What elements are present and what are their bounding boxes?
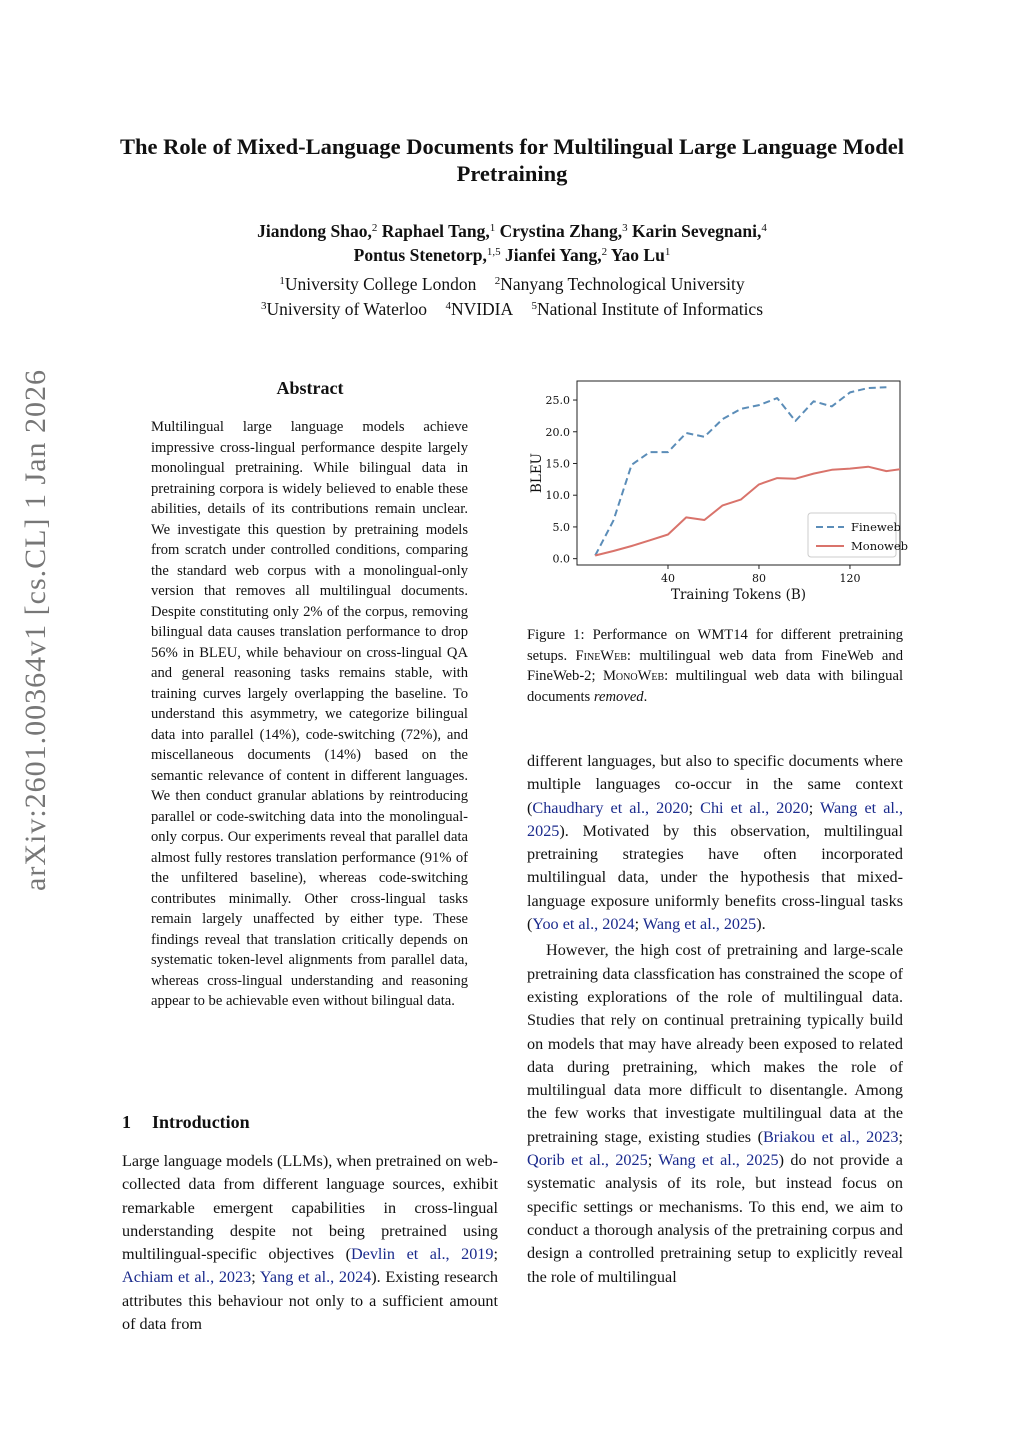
y-tick-label: 5.0 xyxy=(552,520,570,534)
text-run: ) do not provide a systematic analysis of its role, but instead focus on specific settings or mechanisms. To this end, we aim to conduct a thorough analysis of the pretraining corpus and design a controlled pretraining setup to explicitly reveal the role of multilingual xyxy=(527,1151,903,1286)
affiliation: $^4$NVIDIA xyxy=(445,299,514,319)
text-run: ). xyxy=(756,915,766,934)
text-run: ; xyxy=(898,1127,903,1146)
arxiv-sidebar-stamp xyxy=(6,230,66,1030)
text-run: Large language models (LLMs), when pretrained on web-collected data from different language sources, exhibit remarkable emergent capabilities in cross-lingual understanding despite not being pretrained using multilingual-specific objectives ( xyxy=(122,1152,498,1264)
text-run: ; xyxy=(647,1151,659,1170)
text-run: : multilingual web data with bilingual documents xyxy=(527,668,903,705)
affiliation: $^2$Nanyang Technological University xyxy=(494,274,745,294)
section-number: 1 xyxy=(122,1112,131,1132)
abstract-body: Multilingual large language models achieve impressive cross-lingual performance despite largely monolingual pretraining. While bilingual data in pretraining corpora is widely believed to enable these abilities, details of its contributions remain unclear. We investigate this question by pretraining models from scratch under controlled conditions, comparing the standard web corpus with a monolingual-only version that removes all multilingual documents. Despite constituting only 2% of the corpus, removing bilingual data causes translation performance to drop 56% in BLEU, while behaviour on cross-lingual QA and general reasoning tasks remains stable, with training curves largely overlapping the baseline. To understand this asymmetry, we categorize bilingual data into parallel (14%), code-switching (72%), and miscellaneous documents (14%) based on the semantic relevance of content in different languages. We then conduct granular ablations by reintroducing parallel or code-switching data into the monolingual-only corpus. Our experiments reveal that parallel data almost fully restores translation performance (91% of the unfiltered baseline), whereas code-switching contributes minimally. Other cross-lingual tasks remain largely unaffected by either type. These findings reveal that translation critically depends on systematic token-level alignments from parallel data, whereas cross-lingual understanding and reasoning appear to be achievable even without bilingual data. xyxy=(151,419,468,1009)
author: Karin Sevegnani,$^4$ xyxy=(632,221,767,241)
bleu-line-chart xyxy=(524,375,908,613)
paper-title: The Role of Mixed-Language Documents for Multilingual Large Language Model Pretraining xyxy=(120,134,904,186)
author: Crystina Zhang,$^3$ xyxy=(499,221,628,241)
text-run: ). Motivated by this observation, multilingual pretraining strategies have often incorporated multilingual data, under the hypothesis that mixed-language exposure uniformly benefits cross-lingual tasks ( xyxy=(527,821,903,934)
text-run: ). Existing research attributes this behaviour not only to a sufficient amount of data from xyxy=(122,1268,499,1334)
citation-link[interactable]: Yoo et al., 2024 xyxy=(532,915,635,934)
x-axis-label: Training Tokens (B) xyxy=(670,587,807,603)
intro-paragraph xyxy=(527,939,903,1288)
author: Yao Lu$^1$ xyxy=(610,245,671,265)
figure-1-caption xyxy=(527,625,903,707)
section-heading-introduction xyxy=(122,1112,250,1133)
section-title: Introduction xyxy=(152,1112,250,1132)
intro-left-column xyxy=(122,1150,498,1336)
x-tick-label: 120 xyxy=(839,572,861,585)
affiliation: $^5$National Institute of Informatics xyxy=(531,299,764,319)
text-run: removed xyxy=(593,688,644,705)
text-run: ; xyxy=(634,915,643,934)
legend-label: Fineweb xyxy=(851,520,901,534)
text-run: Figure 1: Performance on WMT14 for different pretraining setups. xyxy=(527,627,903,664)
dataset-name: FineWeb xyxy=(575,647,627,664)
citation-link[interactable]: Yang et al., 2024 xyxy=(259,1268,372,1287)
affiliation-list xyxy=(100,272,924,322)
affiliation: $^3$University of Waterloo xyxy=(260,299,428,319)
figure-1-chart xyxy=(524,375,908,613)
citation-link[interactable]: Devlin et al., 2019 xyxy=(350,1245,494,1264)
intro-paragraph xyxy=(527,750,903,936)
author: Jianfei Yang,$^2$ xyxy=(505,245,608,265)
dataset-name: MonoWeb xyxy=(602,668,665,684)
y-axis-label: BLEU xyxy=(529,452,545,494)
abstract-heading: Abstract xyxy=(276,378,344,398)
arxiv-id: arXiv:2601.00364v1 [cs.CL] 1 Jan 2026 xyxy=(19,369,52,891)
y-tick-label: 15.0 xyxy=(545,457,570,471)
citation-link[interactable]: Wang et al., 2025 xyxy=(527,798,904,840)
citation-link[interactable]: Achiam et al., 2023 xyxy=(122,1268,252,1287)
affiliation: $^1$University College London xyxy=(279,274,477,294)
citation-link[interactable]: Wang et al., 2025 xyxy=(642,915,757,934)
y-tick-label: 20.0 xyxy=(545,425,570,439)
y-tick-label: 10.0 xyxy=(545,489,570,503)
text-run: However, the high cost of pretraining and large-scale pretraining data classfication has constrained the scope of existing explorations of the role of multilingual data. Studies that rely on continual pretraining typically build on models that may have already been exposed to related data during pretraining, which makes the role of multilingual data more difficult to disentangle. Among the few works that investigate multilingual data at the pretraining stage, existing studies ( xyxy=(527,941,903,1146)
author: Raphael Tang,$^1$ xyxy=(381,221,496,241)
text-run: : multilingual web data from FineWeb and FineWeb-2; xyxy=(527,647,903,684)
legend-label: Monoweb xyxy=(851,539,908,553)
text-run: ; xyxy=(808,798,820,817)
citation-link[interactable]: Briakou et al., 2023 xyxy=(762,1127,899,1146)
text-run: . xyxy=(643,688,648,705)
x-tick-label: 80 xyxy=(751,572,766,585)
citation-link[interactable]: Chaudhary et al., 2020 xyxy=(532,798,689,817)
author: Jiandong Shao,$^2$ xyxy=(257,221,378,241)
citation-link[interactable]: Wang et al., 2025 xyxy=(658,1151,779,1170)
y-tick-label: 0.0 xyxy=(552,552,570,566)
y-tick-label: 25.0 xyxy=(545,394,570,408)
citation-link[interactable]: Qorib et al., 2025 xyxy=(527,1151,648,1170)
text-run: ; xyxy=(493,1245,498,1264)
author-list xyxy=(100,219,924,267)
author: Pontus Stenetorp,$^{1,5}$ xyxy=(353,245,501,265)
x-tick-label: 40 xyxy=(660,572,675,585)
intro-paragraph xyxy=(122,1150,498,1336)
text-run: ; xyxy=(688,798,701,817)
citation-link[interactable]: Chi et al., 2020 xyxy=(700,798,809,817)
text-run: different languages, but also to specific documents where multiple languages co-occur in the same context ( xyxy=(527,752,903,817)
intro-right-column xyxy=(527,750,903,1289)
text-run: ; xyxy=(251,1268,260,1287)
